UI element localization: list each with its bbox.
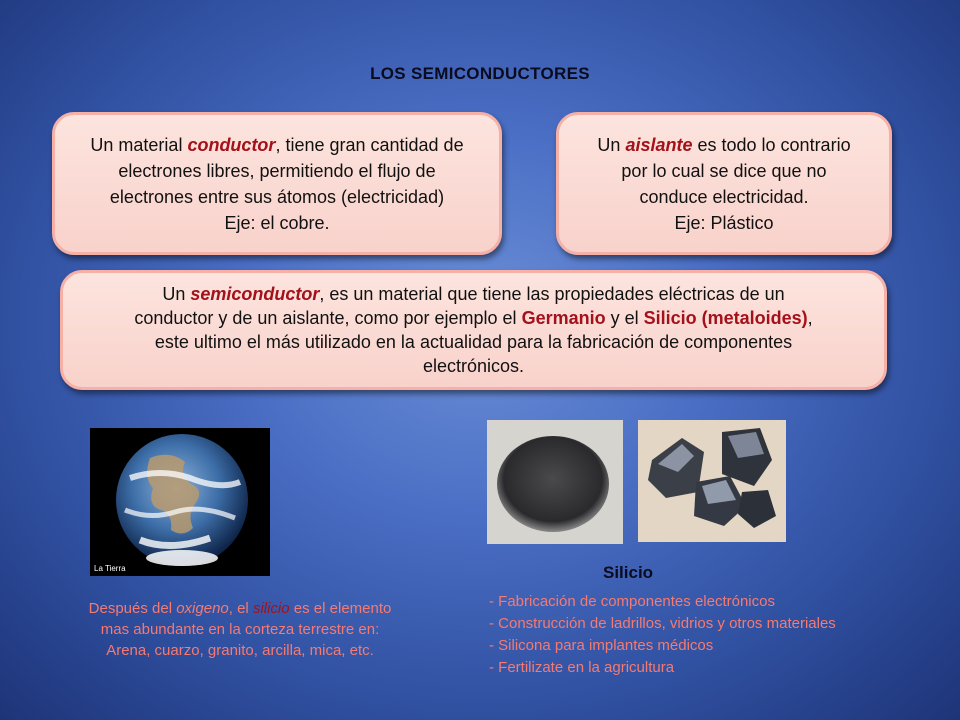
conductor-line-3: electrones entre sus átomos (electricidad)	[109, 186, 445, 207]
earth-image-caption: La Tierra	[94, 564, 126, 573]
semi-line-1	[162, 282, 784, 306]
text: conductor y de un aislante, como por ejemplo el	[134, 308, 522, 328]
conductor-example: Eje: el cobre.	[224, 212, 330, 233]
silicio-heading: Silicio	[603, 563, 654, 582]
semi-line-2	[134, 306, 812, 330]
germanio-term: Germanio	[521, 308, 606, 328]
list-item: - Construcción de ladrillos, vidrios y otros materiales	[489, 615, 836, 632]
aislante-line-2: por lo cual se dice que no	[621, 160, 827, 181]
semi-line-4: electrónicos.	[422, 356, 525, 376]
silicio-term: silicio	[252, 600, 290, 617]
earth-caption-line-3: Arena, cuarzo, granito, arcilla, mica, etc.	[106, 642, 374, 659]
list-item: - Fertilizate en la agricultura	[489, 659, 675, 676]
oxigeno-term: oxigeno	[176, 600, 229, 617]
text: Después del	[88, 600, 177, 617]
conductor-term: conductor	[187, 134, 276, 155]
aislante-definition-box	[556, 112, 892, 255]
list-item: - Fabricación de componentes electrónicos	[489, 593, 775, 610]
text: Un	[162, 284, 191, 304]
earth-caption	[30, 598, 450, 661]
text: , tiene gran cantidad de	[275, 134, 464, 155]
conductor-line-1	[90, 132, 463, 158]
aislante-line-3: conduce electricidad.	[639, 186, 809, 207]
text: , es un material que tiene las propiedades eléctricas de un	[319, 284, 785, 304]
semiconductor-definition-box	[60, 270, 887, 390]
aislante-term: aislante	[625, 134, 693, 155]
text: y el	[605, 308, 644, 328]
silicio-uses-list	[489, 591, 836, 679]
silicon-rocks-image	[638, 420, 786, 542]
text: Un	[597, 134, 626, 155]
semi-line-3: este ultimo el más utilizado en la actualidad para la fabricación de componentes	[154, 332, 793, 352]
page-title: LOS SEMICONDUCTORES	[370, 64, 590, 83]
aislante-line-1	[597, 132, 850, 158]
earth-image	[90, 428, 270, 576]
earth-caption-line-2: mas abundante en la corteza terrestre en:	[100, 621, 380, 638]
silicon-powder-image	[487, 420, 623, 544]
aislante-example: Eje: Plástico	[674, 212, 774, 233]
text: Un material	[90, 134, 188, 155]
text: ,	[807, 308, 813, 328]
text: es todo lo contrario	[692, 134, 851, 155]
earth-caption-line-1	[30, 598, 450, 619]
conductor-line-2: electrones libres, permitiendo el flujo de	[118, 160, 436, 181]
conductor-definition-box	[52, 112, 502, 255]
text: es el elemento	[289, 600, 392, 617]
text: , el	[228, 600, 253, 617]
list-item: - Silicona para implantes médicos	[489, 637, 714, 654]
semiconductor-term: semiconductor	[190, 284, 320, 304]
silicio-term: Silicio (metaloides)	[643, 308, 808, 328]
